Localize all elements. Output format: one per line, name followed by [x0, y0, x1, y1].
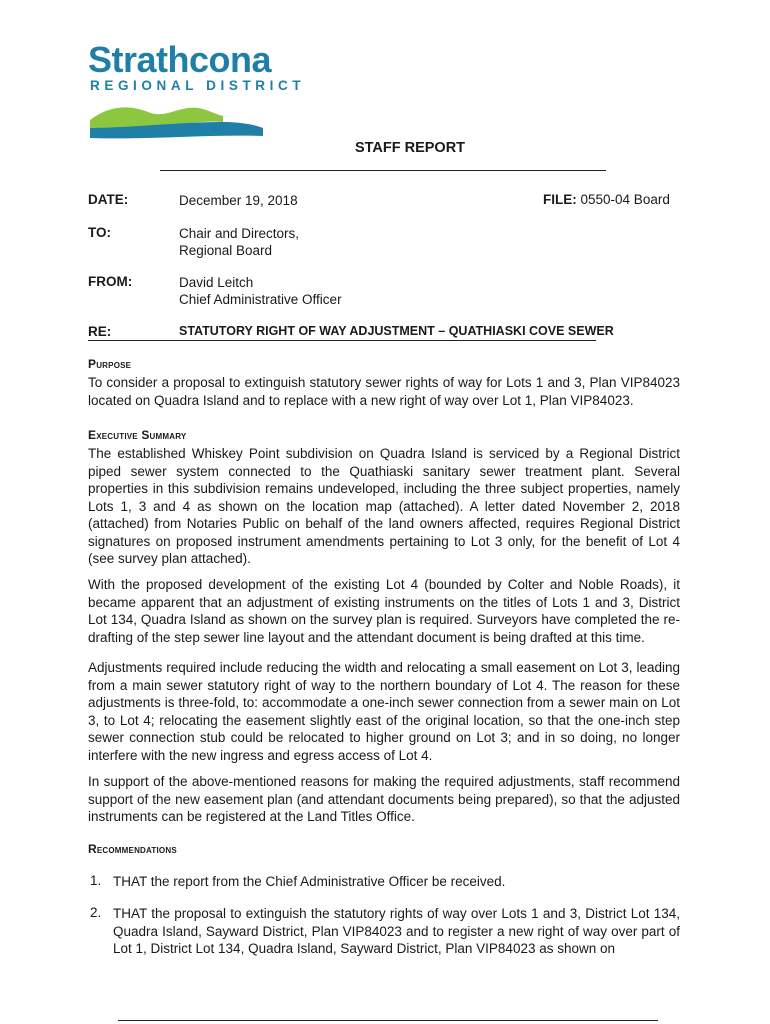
file-field	[543, 192, 670, 207]
recommendation-number: 2.	[90, 905, 102, 920]
date-label: DATE:	[88, 192, 129, 207]
recommendations-heading: Recommendations	[88, 842, 177, 856]
to-label: TO:	[88, 225, 111, 240]
from-label: FROM:	[88, 274, 133, 289]
footer-rule	[118, 1020, 658, 1021]
landscape-emblem-icon	[88, 98, 268, 140]
report-title: STAFF REPORT	[354, 140, 466, 156]
recommendation-text: THAT the report from the Chief Administrative Officer be received.	[113, 874, 506, 889]
summary-paragraph: With the proposed development of the existing Lot 4 (bounded by Colter and Noble Roads), it became apparent that an adjustment of existing instruments on the titles of Lots 1 and 3, District Lot 134, Quadra Island as shown on the survey plan is required. Surveyors have completed the re-drafting of the step sewer line layout and the attendant document is being drafted at this time.	[88, 577, 680, 645]
re-value: STATUTORY RIGHT OF WAY ADJUSTMENT – QUATHIASKI COVE SEWER	[179, 324, 614, 338]
recommendation-number: 1.	[90, 873, 102, 888]
from-line2: Chief Administrative Officer	[179, 292, 342, 307]
summary-heading: Executive Summary	[88, 428, 187, 442]
to-line2: Regional Board	[179, 243, 273, 258]
purpose-text: To consider a proposal to extinguish statutory sewer rights of way for Lots 1 and 3, Plan VIP84023 located on Quadra Island and to replace with a new right of way over Lot 1, Plan VIP84023.	[88, 375, 680, 408]
title-rule	[160, 170, 606, 171]
file-value: 0550-04 Board	[580, 192, 670, 207]
re-underline	[88, 340, 596, 341]
summary-paragraph: The established Whiskey Point subdivision on Quadra Island is serviced by a Regional District piped sewer system connected to the Quathiaski sanitary sewer treatment plant. Several properties in this subdivision remains undeveloped, including the three subject properties, namely Lots 1, 3 and 4 as shown on the location map (attached). A letter dated November 2, 2018 (attached) from Notaries Public on behalf of the land owners affected, requires Regional District signatures on proposed instrument amendments pertaining to Lot 3 only, for the benefit of Lot 4 (see survey plan attached).	[88, 446, 680, 566]
logo-subtitle: REGIONAL DISTRICT	[90, 78, 306, 93]
purpose-heading: Purpose	[88, 357, 132, 371]
to-line1: Chair and Directors,	[179, 226, 300, 241]
summary-paragraph: Adjustments required include reducing the width and relocating a small easement on Lot 3, leading from a main sewer statutory right of way to the northern boundary of Lot 4. The reason for these adjustments is three-fold, to: accommodate a one-inch sewer connection from a sewer main on Lot 3, to Lot 4; relocating the easement slightly east of the original location, so that the one-inch step sewer connection stub could be relocated to higher ground on Lot 3; and in so doing, no longer interfere with the new ingress and egress access of Lot 4.	[88, 660, 680, 763]
recommendation-text: THAT the proposal to extinguish the statutory rights of way over Lots 1 and 3, District Lot 134, Quadra Island, Sayward District, Plan VIP84023 and to register a new right of way over part of Lot 1, District Lot 134, Quadra Island, Sayward District, Plan VIP84023 as shown on	[113, 906, 680, 956]
re-label: RE:	[88, 324, 112, 339]
summary-paragraph: In support of the above-mentioned reasons for making the required adjustments, staff recommend support of the new easement plan (and attendant documents being prepared), so that the adjusted instruments can be registered at the Land Titles Office.	[88, 774, 680, 824]
file-label: FILE:	[543, 192, 577, 207]
logo-name: Strathcona	[88, 39, 272, 80]
from-line1: David Leitch	[179, 275, 254, 290]
date-value: December 19, 2018	[179, 193, 298, 208]
strathcona-logo	[88, 39, 306, 140]
